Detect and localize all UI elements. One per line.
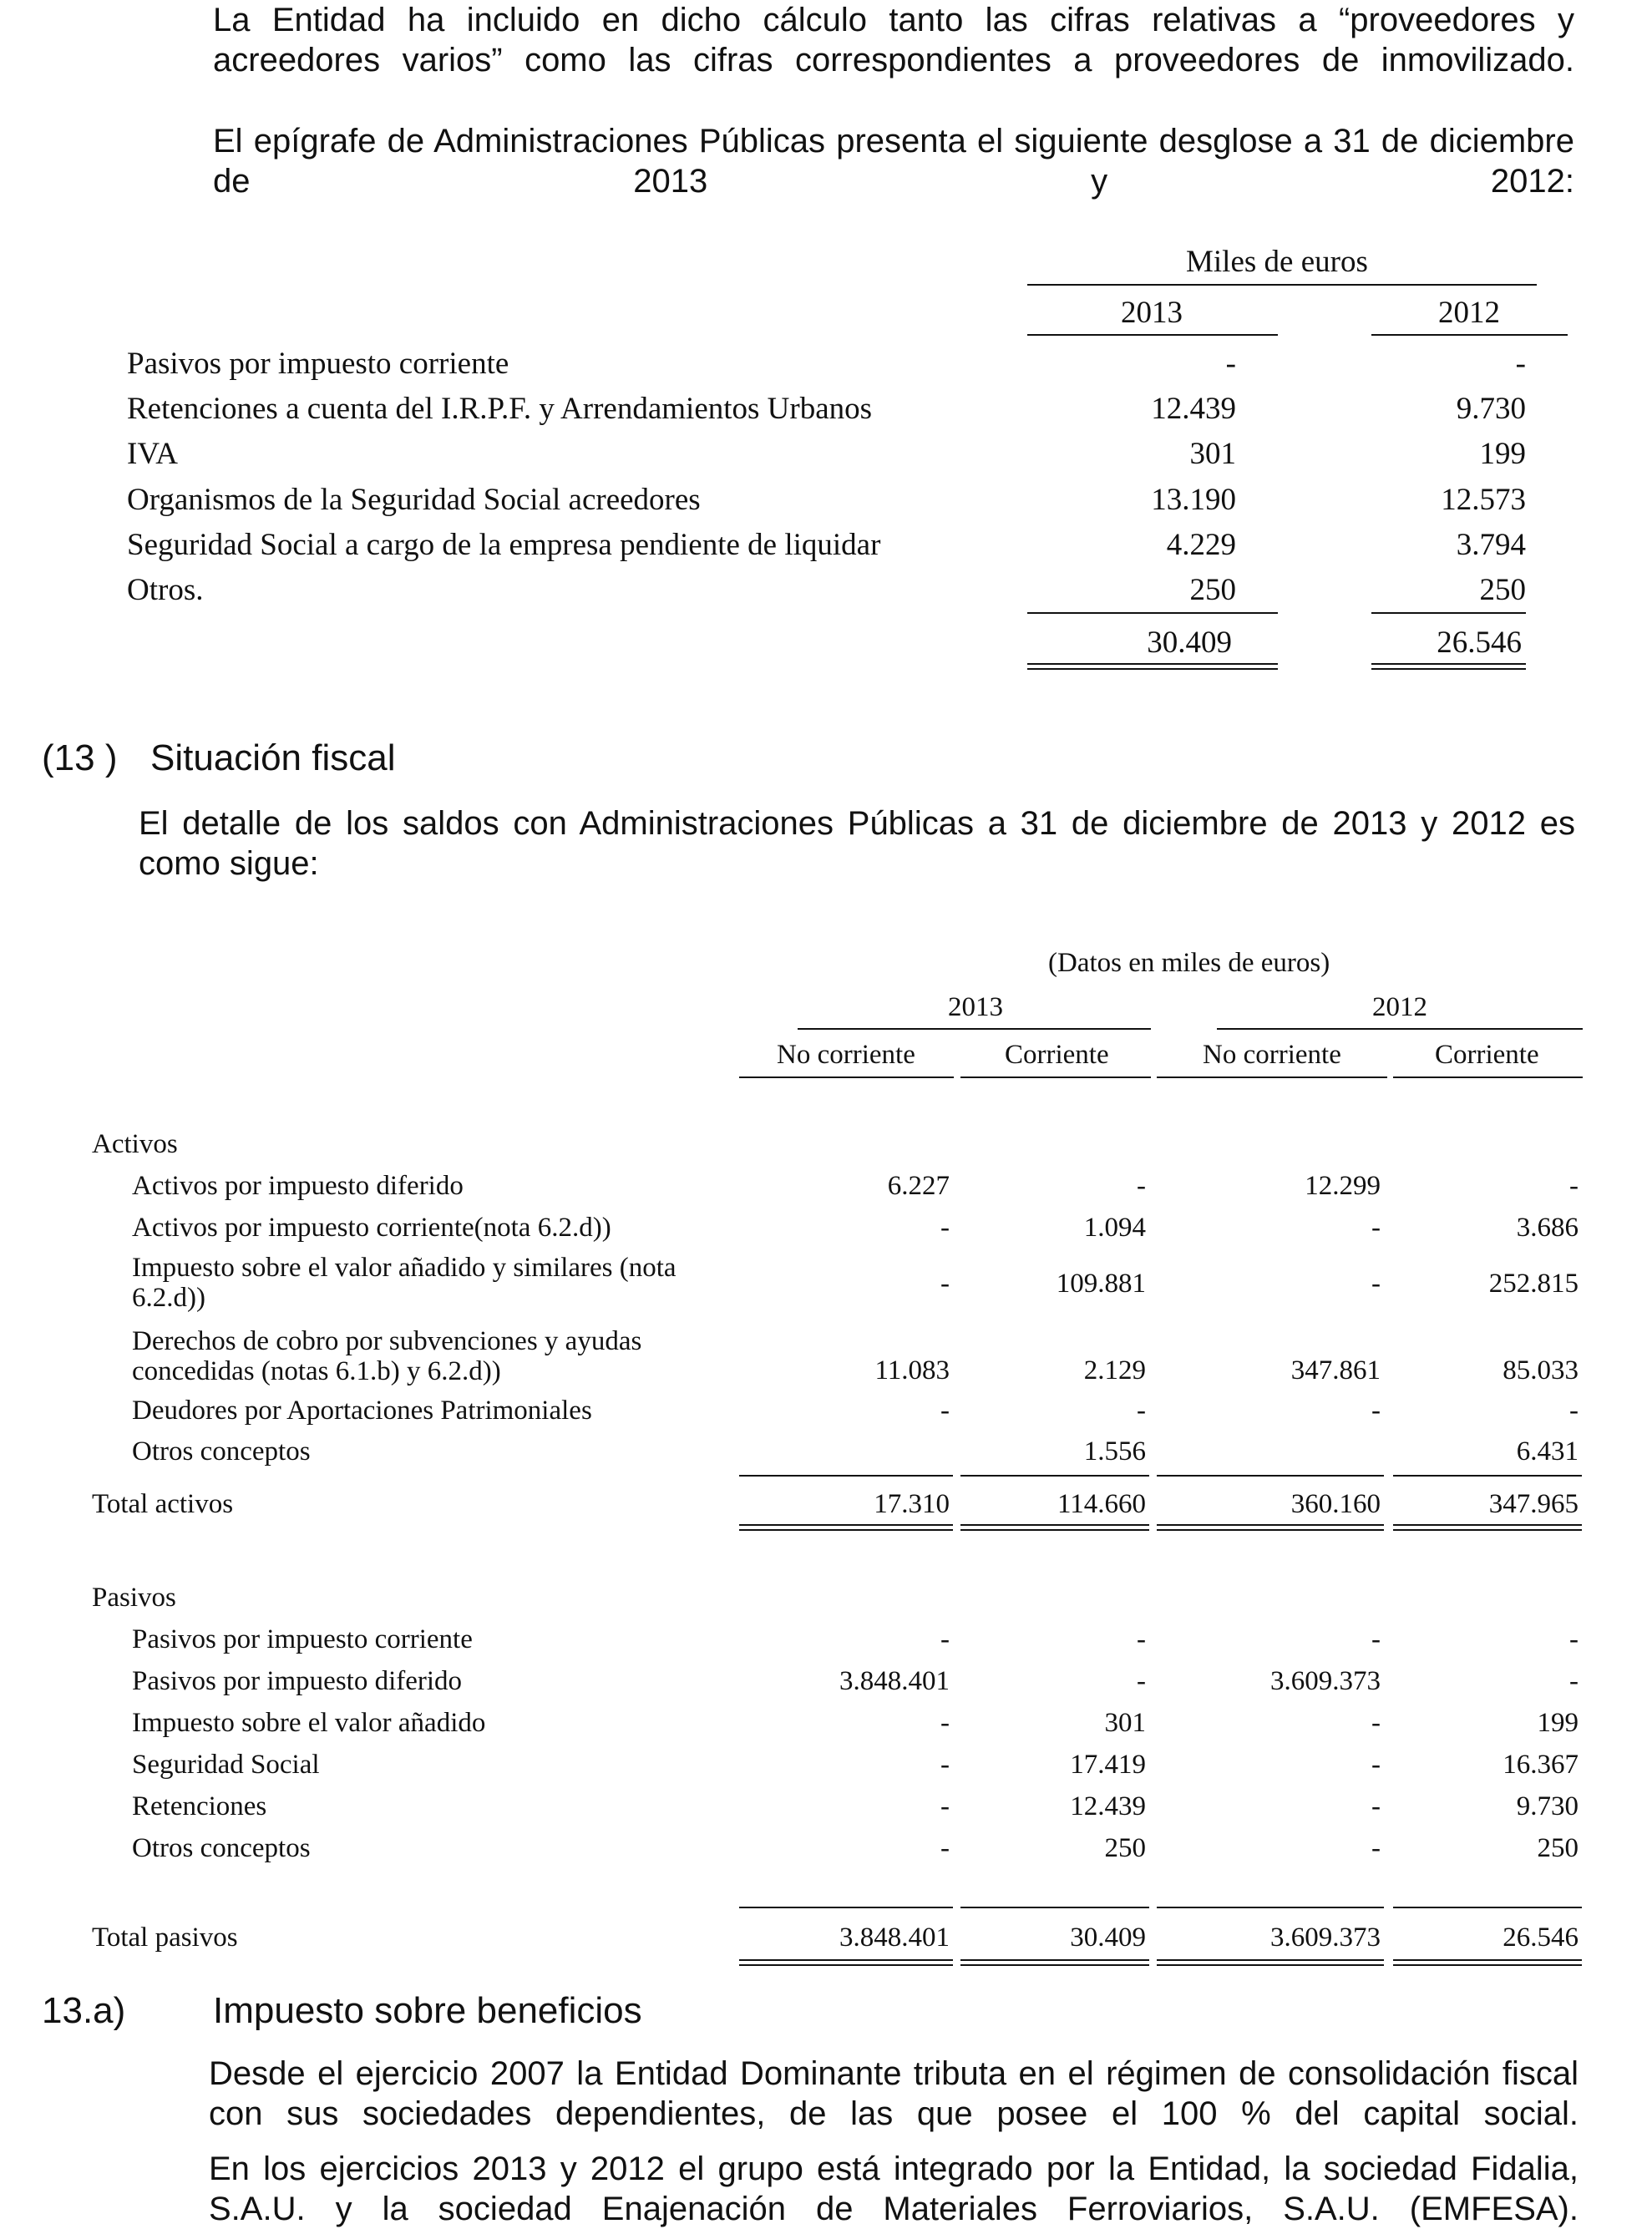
table2-pasivo-value-col-3: -	[1371, 1791, 1381, 1821]
table2-activo-value-col-2: -	[1137, 1171, 1146, 1201]
table1-sum-rule-2013	[1027, 612, 1278, 614]
section-13a-paragraph-2: En los ejercicios 2013 y 2012 el grupo está integrado por la Entidad, la sociedad Fidalia, S.A.U. y la sociedad Enajenación de Materiales Ferroviarios, S.A.U. (EMFESA).	[209, 2150, 1579, 2227]
table2-total-activos-col-2: 114.660	[1057, 1489, 1146, 1519]
section-13a-number: 13.a)	[42, 1990, 126, 2031]
table2-activos-sum-rule-4	[1393, 1475, 1582, 1477]
table2-subcol-2: Corriente	[1005, 1040, 1109, 1070]
table2-pasivos-sum-rule-4	[1393, 1907, 1582, 1908]
table2-pasivos-sum-rule-1	[739, 1907, 953, 1908]
table2-pasivo-label: Retenciones	[132, 1791, 267, 1821]
section-13-title: Situación fiscal	[150, 737, 396, 778]
table2-pasivo-value-col-1: -	[940, 1708, 950, 1738]
table1-row-value-2012: 199	[1479, 437, 1526, 471]
table2-activo-value-col-2: 1.556	[1083, 1436, 1146, 1467]
table2-pasivo-value-col-3: -	[1371, 1833, 1381, 1863]
table2-pasivos-sum-rule-2	[960, 1907, 1149, 1908]
table2-pasivo-label: Pasivos por impuesto diferido	[132, 1666, 463, 1696]
table2-pasivo-value-col-2: 17.419	[1070, 1750, 1146, 1780]
table2-pasivos-label: Pasivos	[92, 1583, 176, 1613]
table2-subcol-1: No corriente	[777, 1040, 915, 1070]
table2-activo-value-col-1: 11.083	[874, 1355, 950, 1386]
table1-total-2012: 26.546	[1437, 626, 1522, 660]
section-13-number: (13 )	[42, 737, 118, 778]
table2-pasivos-total-underline-1	[739, 1959, 953, 1966]
table1-row-value-2013: 13.190	[1151, 483, 1236, 517]
table1-row-label: Pasivos por impuesto corriente	[127, 347, 509, 381]
table2-year-2013: 2013	[948, 992, 1003, 1022]
table2-pasivo-value-col-2: 301	[1104, 1708, 1146, 1738]
table2-pasivo-value-col-2: 12.439	[1070, 1791, 1146, 1821]
intro-paragraph-1: La Entidad ha incluido en dicho cálculo tanto las cifras relativas a “proveedores y acreedores varios” como las cifras correspondientes a proveedores de inmovilizado.	[213, 2, 1574, 79]
table2-activos-total-underline-1	[739, 1524, 953, 1531]
table2-pasivos-total-underline-2	[960, 1959, 1149, 1966]
table1-total-2013: 30.409	[1147, 626, 1232, 660]
section-13-intro: El detalle de los saldos con Administraciones Públicas a 31 de diciembre de 2013 y 2012 es como sigue:	[139, 805, 1575, 882]
table2-pasivo-value-col-4: -	[1569, 1624, 1579, 1654]
table1-row-value-2013: 4.229	[1166, 528, 1236, 562]
table1-row-label: Seguridad Social a cargo de la empresa pendiente de liquidar	[127, 528, 881, 562]
table2-pasivo-value-col-4: 9.730	[1516, 1791, 1579, 1821]
table2-total-activos-col-4: 347.965	[1488, 1489, 1579, 1519]
table2-total-activos-col-3: 360.160	[1290, 1489, 1381, 1519]
table1-year-rule-2013	[1027, 334, 1278, 336]
table2-total-pasivos-col-3: 3.609.373	[1270, 1923, 1381, 1953]
table2-activo-value-col-2: 109.881	[1056, 1269, 1146, 1299]
table2-pasivo-label: Pasivos por impuesto corriente	[132, 1624, 473, 1654]
table2-pasivo-value-col-3: -	[1371, 1708, 1381, 1738]
table1-row-value-2012: 9.730	[1456, 392, 1526, 426]
table2-activos-label: Activos	[92, 1129, 178, 1159]
table2-activo-value-col-4: 3.686	[1516, 1213, 1579, 1243]
table2-pasivo-value-col-4: 199	[1537, 1708, 1579, 1738]
table2-activos-total-underline-4	[1393, 1524, 1582, 1531]
section-13a-title: Impuesto sobre beneficios	[213, 1990, 642, 2031]
section-13a-paragraph-1: Desde el ejercicio 2007 la Entidad Dominante tributa en el régimen de consolidación fiscal con sus sociedades dependientes, de las que posee el 100 % del capital social.	[209, 2055, 1579, 2132]
intro-paragraph-2: El epígrafe de Administraciones Públicas presenta el siguiente desglose a 31 de diciembre de 2013 y 2012:	[213, 123, 1574, 200]
table2-pasivo-value-col-3: 3.609.373	[1270, 1666, 1381, 1696]
table2-activo-value-col-1: -	[940, 1396, 950, 1426]
table2-pasivo-value-col-3: -	[1371, 1624, 1381, 1654]
table2-activo-value-col-1: 6.227	[887, 1171, 950, 1201]
table1-header-rule	[1027, 284, 1537, 286]
table2-activo-value-col-3: -	[1371, 1396, 1381, 1426]
table2-activos-total-underline-2	[960, 1524, 1149, 1531]
table2-year-rule-2012	[1217, 1028, 1583, 1030]
table2-activo-value-col-4: -	[1569, 1396, 1579, 1426]
table2-subcol-rule-1	[739, 1077, 954, 1078]
table2-total-pasivos-col-2: 30.409	[1070, 1923, 1146, 1953]
table2-activo-value-col-1: -	[940, 1213, 950, 1243]
table2-activo-value-col-3: -	[1371, 1269, 1381, 1299]
table2-pasivo-value-col-4: 16.367	[1503, 1750, 1579, 1780]
table2-pasivo-value-col-1: -	[940, 1791, 950, 1821]
table2-pasivos-sum-rule-3	[1157, 1907, 1384, 1908]
table1-total-underline-2013	[1027, 663, 1278, 670]
table2-pasivos-total-underline-4	[1393, 1959, 1582, 1966]
table1-year-2013: 2013	[1121, 296, 1183, 330]
table2-activos-sum-rule-1	[739, 1475, 953, 1477]
table2-activo-value-col-4: -	[1569, 1171, 1579, 1201]
table2-subcol-rule-2	[960, 1077, 1151, 1078]
table2-activo-value-col-4: 85.033	[1503, 1355, 1579, 1386]
table2-activo-value-col-4: 6.431	[1516, 1436, 1579, 1467]
table2-pasivo-value-col-3: -	[1371, 1750, 1381, 1780]
table2-unit-header: (Datos en miles de euros)	[1048, 948, 1330, 978]
table2-activo-value-col-3: 347.861	[1290, 1355, 1381, 1386]
table2-year-2012: 2012	[1372, 992, 1427, 1022]
table2-activo-label-line2: 6.2.d))	[132, 1283, 205, 1313]
table1-sum-rule-2012	[1371, 612, 1526, 614]
table2-activo-label: Deudores por Aportaciones Patrimoniales	[132, 1396, 592, 1426]
table2-activo-value-col-2: 2.129	[1083, 1355, 1146, 1386]
table2-activo-label: Otros conceptos	[132, 1436, 311, 1467]
table2-pasivos-total-underline-3	[1157, 1959, 1384, 1966]
table2-pasivo-value-col-1: -	[940, 1750, 950, 1780]
table2-subcol-rule-3	[1157, 1077, 1387, 1078]
table1-year-rule-2012	[1371, 334, 1568, 336]
table1-row-value-2012: -	[1515, 347, 1526, 381]
table1-row-label: Organismos de la Seguridad Social acreedores	[127, 483, 701, 517]
table2-activos-total-underline-3	[1157, 1524, 1384, 1531]
table2-subcol-3: No corriente	[1203, 1040, 1341, 1070]
table2-total-pasivos-col-1: 3.848.401	[839, 1923, 950, 1953]
table2-total-pasivos-label: Total pasivos	[92, 1923, 238, 1953]
table2-pasivo-value-col-4: 250	[1537, 1833, 1579, 1863]
table2-pasivo-value-col-4: -	[1569, 1666, 1579, 1696]
table2-activos-sum-rule-3	[1157, 1475, 1384, 1477]
table2-pasivo-value-col-1: -	[940, 1833, 950, 1863]
table2-activo-value-col-4: 252.815	[1488, 1269, 1579, 1299]
table1-row-value-2012: 12.573	[1441, 483, 1526, 517]
table1-row-value-2012: 3.794	[1456, 528, 1526, 562]
table2-pasivo-value-col-2: -	[1137, 1624, 1146, 1654]
table1-row-label: Otros.	[127, 573, 204, 607]
table1-row-value-2013: 250	[1189, 573, 1236, 607]
table2-year-rule-2013	[798, 1028, 1151, 1030]
table2-pasivo-label: Impuesto sobre el valor añadido	[132, 1708, 486, 1738]
table2-activo-value-col-1: -	[940, 1269, 950, 1299]
table2-pasivo-value-col-1: -	[940, 1624, 950, 1654]
table1-row-value-2012: 250	[1479, 573, 1526, 607]
table2-pasivo-label: Otros conceptos	[132, 1833, 311, 1863]
table2-subcol-rule-4	[1393, 1077, 1583, 1078]
table2-subcol-4: Corriente	[1435, 1040, 1539, 1070]
table2-activo-label: Derechos de cobro por subvenciones y ayudas	[132, 1326, 642, 1356]
table2-activo-label: Impuesto sobre el valor añadido y similares (nota	[132, 1253, 677, 1283]
table1-row-value-2013: 12.439	[1151, 392, 1236, 426]
table2-total-activos-col-1: 17.310	[874, 1489, 950, 1519]
table2-pasivo-value-col-2: -	[1137, 1666, 1146, 1696]
table1-unit-header: Miles de euros	[1186, 245, 1368, 279]
table2-pasivo-value-col-2: 250	[1104, 1833, 1146, 1863]
table1-row-label: IVA	[127, 437, 178, 471]
table2-pasivo-label: Seguridad Social	[132, 1750, 320, 1780]
table2-total-activos-label: Total activos	[92, 1489, 234, 1519]
table1-total-underline-2012	[1371, 663, 1526, 670]
table2-activo-label: Activos por impuesto diferido	[132, 1171, 464, 1201]
table2-total-pasivos-col-4: 26.546	[1503, 1923, 1579, 1953]
table2-activo-value-col-3: -	[1371, 1213, 1381, 1243]
table1-row-label: Retenciones a cuenta del I.R.P.F. y Arrendamientos Urbanos	[127, 392, 873, 426]
table2-pasivo-value-col-1: 3.848.401	[839, 1666, 950, 1696]
table1-year-2012: 2012	[1438, 296, 1500, 330]
table2-activos-sum-rule-2	[960, 1475, 1149, 1477]
table2-activo-value-col-2: -	[1137, 1396, 1146, 1426]
table2-activo-label: Activos por impuesto corriente(nota 6.2.d))	[132, 1213, 611, 1243]
table2-activo-value-col-2: 1.094	[1083, 1213, 1146, 1243]
table1-row-value-2013: 301	[1189, 437, 1236, 471]
table1-row-value-2013: -	[1225, 347, 1236, 381]
table2-activo-value-col-3: 12.299	[1305, 1171, 1381, 1201]
table2-activo-label-line2: concedidas (notas 6.1.b) y 6.2.d))	[132, 1356, 501, 1386]
